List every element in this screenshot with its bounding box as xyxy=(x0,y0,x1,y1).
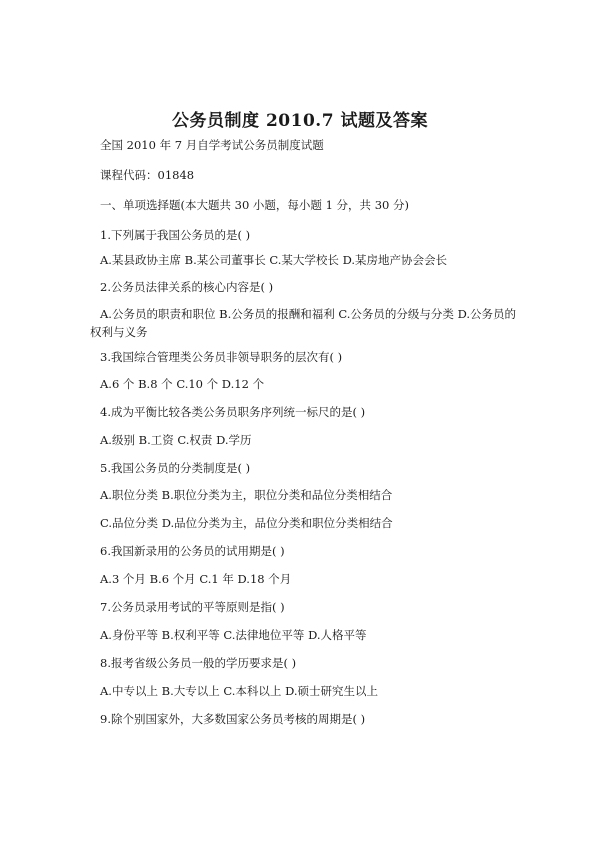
question-6: 6.我国新录用的公务员的试用期是( ) xyxy=(100,544,285,558)
options-1: A.某县政协主席 B.某公司董事长 C.某大学校长 D.某房地产协会会长 xyxy=(100,253,448,267)
course-code: 课程代码：01848 xyxy=(100,168,195,182)
options-7: A.身份平等 B.权利平等 C.法律地位平等 D.人格平等 xyxy=(100,628,367,642)
options-5a: A.职位分类 B.职位分类为主，职位分类和品位分类相结合 xyxy=(100,488,393,502)
options-6: A.3 个月 B.6 个月 C.1 年 D.18 个月 xyxy=(100,572,292,586)
section-heading: 一、单项选择题(本大题共 30 小题，每小题 1 分，共 30 分) xyxy=(100,198,409,212)
question-8: 8.报考省级公务员一般的学历要求是( ) xyxy=(100,656,297,670)
question-4: 4.成为平衡比较各类公务员职务序列统一标尺的是( ) xyxy=(100,405,366,419)
question-9: 9.除个别国家外，大多数国家公务员考核的周期是( ) xyxy=(100,712,366,726)
document-title: 公务员制度 2010.7 试题及答案 xyxy=(172,111,428,131)
options-5b: C.品位分类 D.品位分类为主，品位分类和职位分类相结合 xyxy=(100,516,393,530)
question-5: 5.我国公务员的分类制度是( ) xyxy=(100,461,251,475)
options-2: A.公务员的职责和职位 B.公务员的报酬和福利 C.公务员的分级与分类 D.公务员的权利与义务 xyxy=(90,307,517,339)
options-8: A.中专以上 B.大专以上 C.本科以上 D.硕士研究生以上 xyxy=(100,684,379,698)
options-4: A.级别 B.工资 C.权责 D.学历 xyxy=(100,433,252,447)
question-3: 3.我国综合管理类公务员非领导职务的层次有( ) xyxy=(100,350,343,364)
question-7: 7.公务员录用考试的平等原则是指( ) xyxy=(100,600,285,614)
question-1: 1.下列属于我国公务员的是( ) xyxy=(100,228,251,242)
options-3: A.6 个 B.8 个 C.10 个 D.12 个 xyxy=(100,377,265,391)
exam-heading: 全国 2010 年 7 月自学考试公务员制度试题 xyxy=(100,138,324,152)
question-2: 2.公务员法律关系的核心内容是( ) xyxy=(100,280,274,294)
